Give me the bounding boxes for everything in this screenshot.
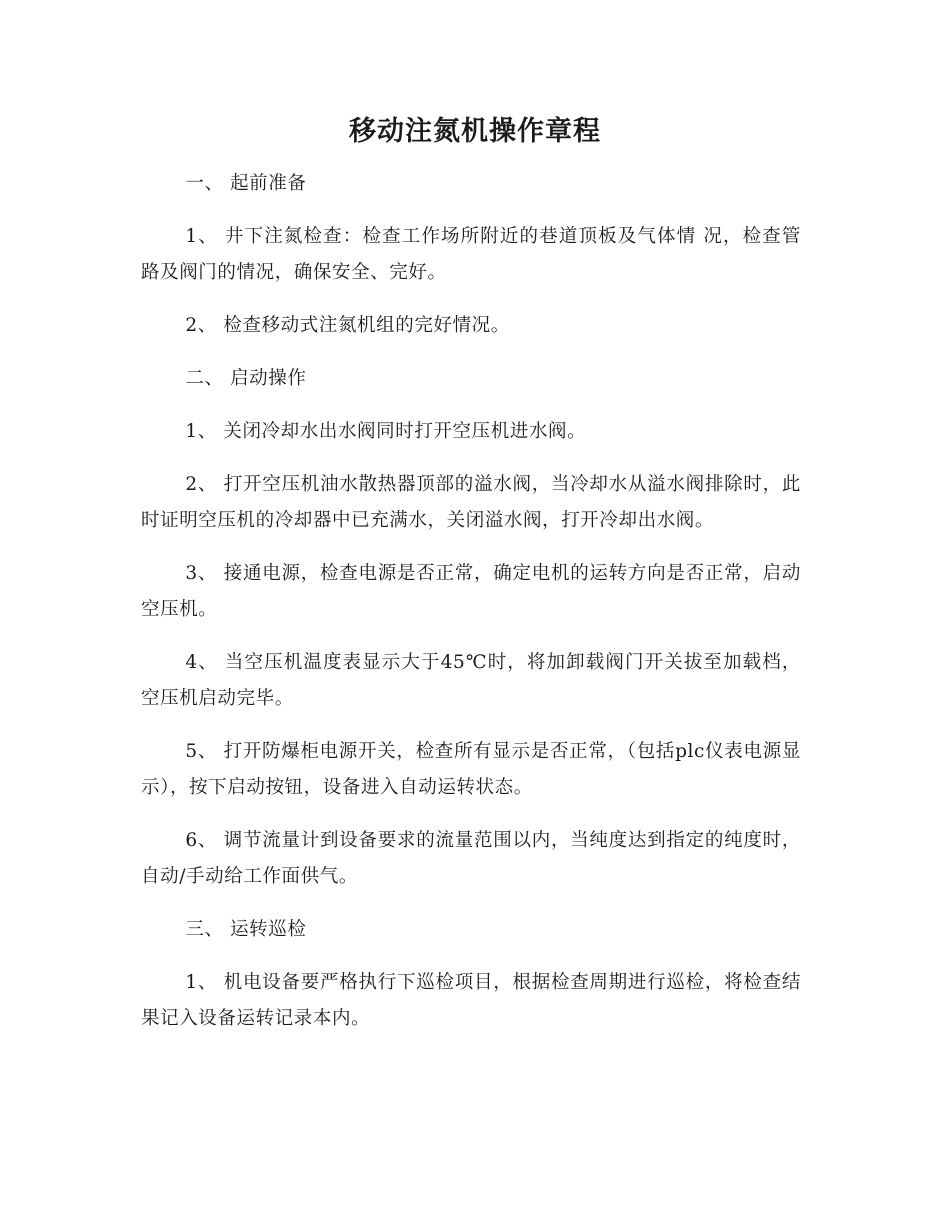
section-heading-startup: 二、 启动操作 [185, 368, 307, 389]
paragraph-startup-2: 2、 打开空压机油水散热器顶部的溢水阀，当冷却水从溢水阀排除时，此时证明空压机的冷却器中已充满水，关闭溢水阀，打开冷却出水阀。 [141, 474, 801, 531]
section-heading-inspection: 三、 运转巡检 [185, 919, 307, 940]
document-title: 移动注氮机操作章程 [349, 116, 601, 147]
section-heading-preparation: 一、 起前准备 [185, 173, 307, 194]
document-body [141, 166, 801, 1054]
paragraph-startup-3: 3、 接通电源，检查电源是否正常，确定电机的运转方向是否正常，启动空压机。 [141, 563, 801, 620]
paragraph-inspection-1: 1、 机电设备要严格执行下巡检项目，根据检查周期进行巡检，将检查结果记入设备运转记录本内。 [141, 972, 801, 1029]
paragraph-prep-2: 2、 检查移动式注氮机组的完好情况。 [185, 315, 510, 336]
paragraph-startup-1: 1、 关闭冷却水出水阀同时打开空压机进水阀。 [185, 421, 587, 442]
paragraph-startup-6: 6、 调节流量计到设备要求的流量范围以内，当纯度达到指定的纯度时，自动/手动给工作面供气。 [141, 830, 801, 887]
paragraph-startup-5: 5、 打开防爆柜电源开关，检查所有显示是否正常，（包括plc仪表电源显示），按下启动按钮，设备进入自动运转状态。 [141, 741, 801, 798]
paragraph-prep-1: 1、 井下注氮检查：检查工作场所附近的巷道顶板及气体情 况，检查管路及阀门的情况，确保安全、完好。 [141, 226, 801, 283]
paragraph-startup-4: 4、 当空压机温度表显示大于45℃时，将加卸载阀门开关拔至加载档，空压机启动完毕。 [141, 652, 801, 709]
